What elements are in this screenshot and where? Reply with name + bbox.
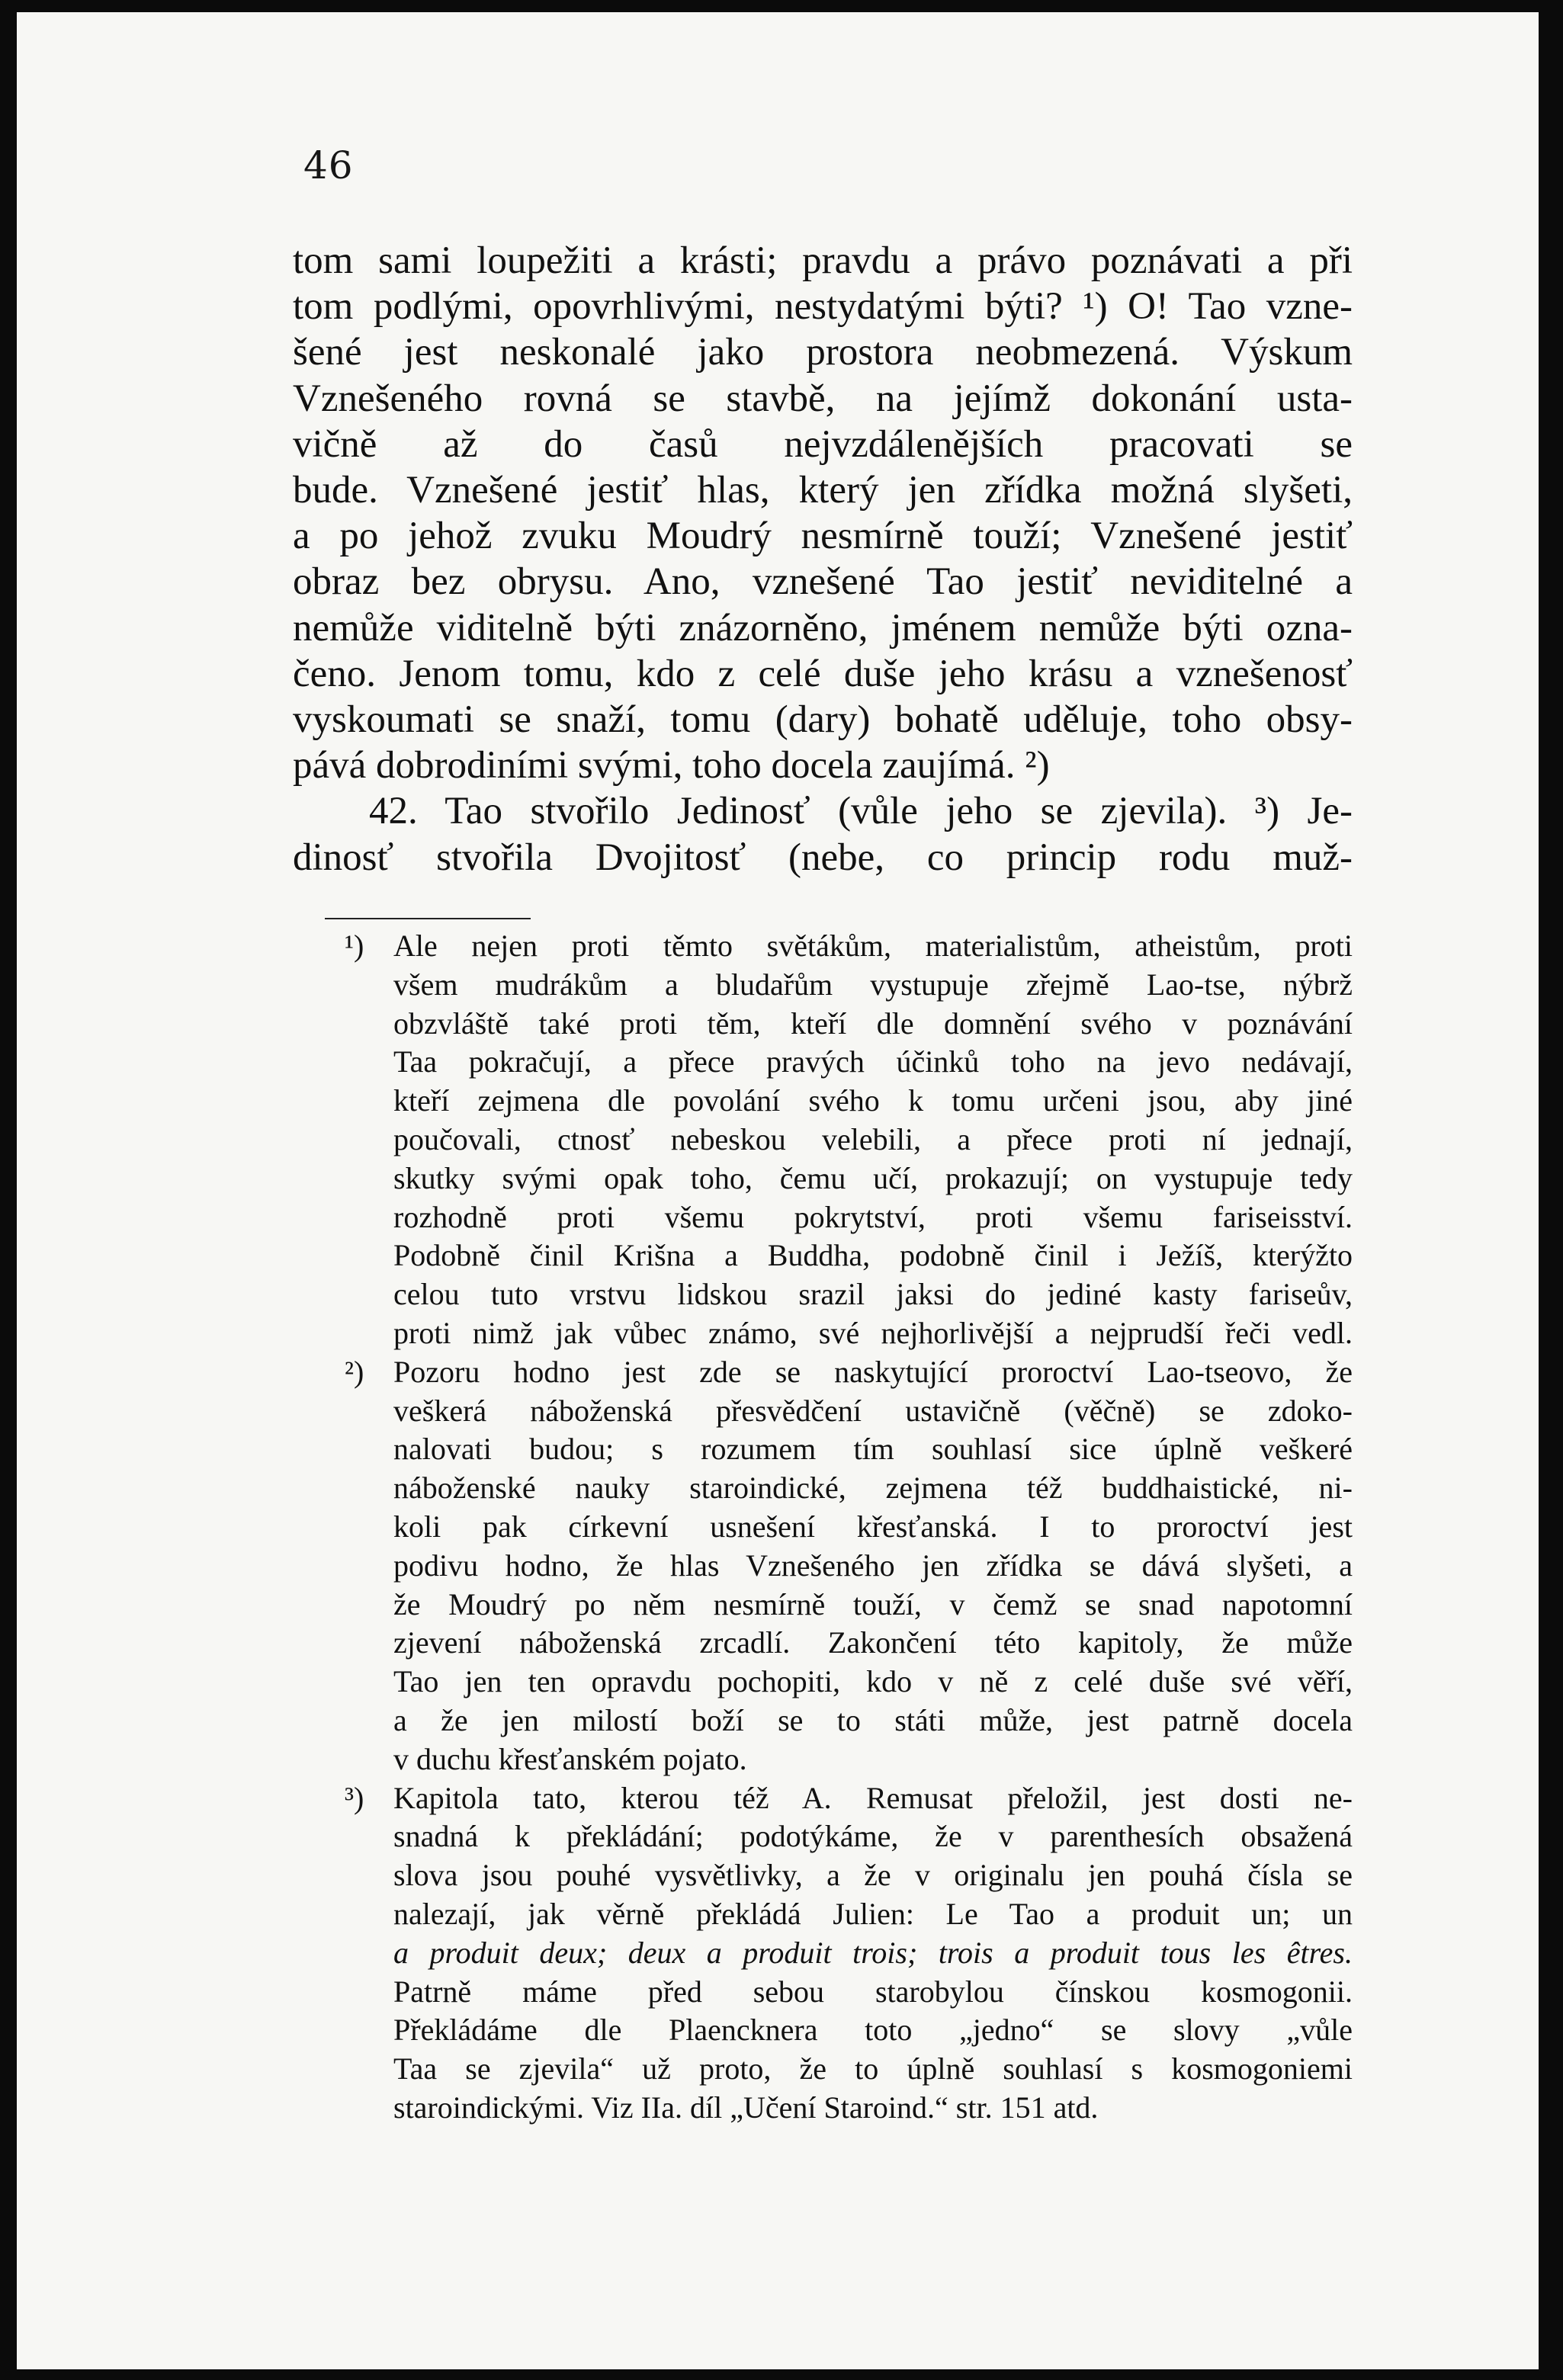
footnote-line: Taa pokračují, a přece pravých účinků toho na jevo nedávají, <box>393 1044 1353 1079</box>
footnote-line: Kapitola tato, kterou též A. Remusat přeložil, jest dosti ne- <box>393 1780 1353 1815</box>
text-line: pává dobrodiními svými, toho docela zaujímá. ²) <box>293 744 1050 787</box>
footnote-line: Pozoru hodno jest zde se naskytující proroctví Lao-tseovo, že <box>393 1354 1353 1389</box>
text-line: tom podlými, opovrhlivými, nestydatými býti? ¹) O! Tao vzne- <box>293 285 1353 329</box>
text-line: šené jest neskonalé jako prostora neobmezená. Výskum <box>293 331 1353 374</box>
footnotes <box>322 927 1353 2128</box>
footnote-2 <box>322 1353 1353 1779</box>
text-line: dinosť stvořila Dvojitosť (nebe, co princip rodu muž- <box>293 836 1353 879</box>
footnote-line: veškerá náboženská přesvědčení ustavičně (věčně) se zdoko- <box>393 1393 1353 1428</box>
footnote-line: Ale nejen proti těmto světákům, materialistům, atheistům, proti <box>393 929 1353 963</box>
footnote-line: všem mudrákům a bludařům vystupuje zřejmě Lao-tse, nýbrž <box>393 967 1353 1002</box>
footnote-line: a produit deux; deux a produit trois; trois a produit tous les êtres. <box>393 1935 1353 1970</box>
footnote-line: slova jsou pouhé vysvětlivky, a že v originalu jen pouhá čísla se <box>393 1858 1353 1893</box>
text-line: obraz bez obrysu. Ano, vznešené Tao jestiť neviditelné a <box>293 560 1353 604</box>
text-line: Vznešeného rovná se stavbě, na jejímž dokonání usta- <box>293 377 1353 420</box>
footnote-line: že Moudrý po něm nesmírně touží, v čemž se snad napotomní <box>393 1586 1353 1621</box>
footnote-line: nalezají, jak věrně překládá Julien: Le Tao a produit un; un <box>393 1896 1353 1931</box>
book-page <box>17 12 1539 2369</box>
footnote-marker: ³) <box>345 1780 364 1815</box>
footnote-line: koli pak církevní usnešení křesťanská. I to proroctví jest <box>393 1509 1353 1544</box>
footnote-line: obzvláště také proti těm, kteří dle domnění svého v poznávání <box>393 1006 1353 1041</box>
footnote-line: zjevení náboženská zrcadlí. Zakončení této kapitoly, že může <box>393 1625 1353 1660</box>
footnote-line: proti nimž jak vůbec známo, své nejhorlivější a nejprudší řeči vedl. <box>393 1315 1353 1350</box>
main-text <box>293 238 1353 880</box>
text-line: 42. Tao stvořilo Jedinosť (vůle jeho se zjevila). ³) Je- <box>369 790 1353 833</box>
text-line: čeno. Jenom tomu, kdo z celé duše jeho krásu a vznešenosť <box>293 652 1353 695</box>
footnote-line: podivu hodno, že hlas Vznešeného jen zřídka se dává slyšeti, a <box>393 1548 1353 1583</box>
footnote-3 <box>322 1779 1353 2128</box>
footnote-line: celou tuto vrstvu lidskou srazil jaksi do jediné kasty fariseův, <box>393 1277 1353 1312</box>
text-line: vičně až do časů nejvzdálenějších pracovati se <box>293 422 1353 466</box>
footnote-divider <box>325 918 531 919</box>
footnote-line: staroindickými. Viz IIa. díl „Učení Staroind.“ str. 151 atd. <box>393 2090 1099 2125</box>
text-line: a po jehož zvuku Moudrý nesmírně touží; Vznešené jestiť <box>293 515 1353 558</box>
footnote-line: Taa se zjevila“ už proto, že to úplně souhlasí s kosmogoniemi <box>393 2051 1353 2087</box>
footnote-line: v duchu křesťanském pojato. <box>393 1741 747 1776</box>
footnote-marker: ¹) <box>345 929 364 963</box>
footnote-line: Překládáme dle Plaencknera toto „jedno“ se slovy „vůle <box>393 2013 1353 2048</box>
footnote-line: Patrně máme před sebou starobylou čínskou kosmogonii. <box>393 1974 1353 2009</box>
footnote-1 <box>322 927 1353 1353</box>
footnote-line: poučovali, ctnosť nebeskou velebili, a přece proti ní jednají, <box>393 1121 1353 1156</box>
footnote-line: Tao jen ten opravdu pochopiti, kdo v ně z celé duše své věří, <box>393 1664 1353 1699</box>
footnote-line: kteří zejmena dle povolání svého k tomu určeni jsou, aby jiné <box>393 1083 1353 1118</box>
text-line: bude. Vznešené jestiť hlas, který jen zřídka možná slyšeti, <box>293 469 1353 512</box>
text-line: vyskoumati se snaží, tomu (dary) bohatě uděluje, toho obsy- <box>293 698 1353 742</box>
text-line: tom sami loupežiti a krásti; pravdu a právo poznávati a při <box>293 239 1353 282</box>
page-number: 46 <box>303 143 354 188</box>
footnote-line: snadná k překládání; podotýkáme, že v parenthesích obsažená <box>393 1819 1353 1854</box>
footnote-line: a že jen milostí boží se to státi může, jest patrně docela <box>393 1702 1353 1737</box>
footnote-line: skutky svými opak toho, čemu učí, prokazují; on vystupuje tedy <box>393 1160 1353 1195</box>
text-line: nemůže viditelně býti znázorněno, jménem nemůže býti ozna- <box>293 606 1353 650</box>
footnote-line: rozhodně proti všemu pokrytství, proti všemu fariseisství. <box>393 1199 1353 1234</box>
footnote-line: náboženské nauky staroindické, zejmena též buddhaistické, ni- <box>393 1471 1353 1506</box>
footnote-line: Podobně činil Krišna a Buddha, podobně činil i Ježíš, kterýžto <box>393 1238 1353 1273</box>
footnote-marker: ²) <box>345 1354 364 1389</box>
footnote-line: nalovati budou; s rozumem tím souhlasí sice úplně veškeré <box>393 1432 1353 1467</box>
